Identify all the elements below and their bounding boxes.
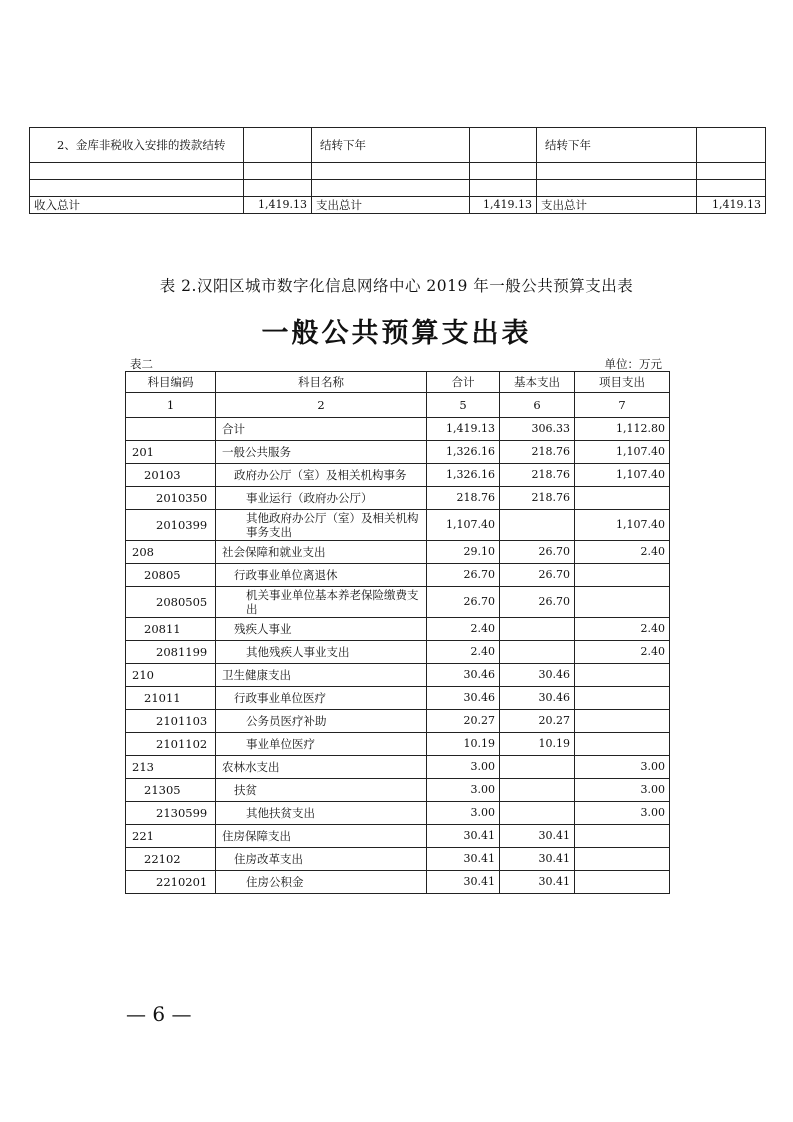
table-row: [126, 510, 670, 541]
table-cell: 收入总计: [30, 197, 244, 214]
table-caption: 表 2.汉阳区城市数字化信息网络中心 2019 年一般公共预算支出表: [159, 277, 634, 295]
table-cell: 1,419.13: [244, 197, 312, 214]
table-row: [126, 564, 670, 587]
cell-total: 26.70: [427, 564, 500, 587]
table-row: [126, 802, 670, 825]
table-cell: [697, 163, 766, 180]
table-cell: 2、金库非税收入安排的拨款结转: [30, 128, 244, 163]
cell-basic: 218.76: [500, 487, 575, 510]
cell-code: 20811: [126, 618, 216, 641]
carryover-table: [29, 127, 766, 214]
table-row: [126, 871, 670, 894]
table-row: [126, 710, 670, 733]
column-index: 1: [126, 393, 216, 418]
table-row: [126, 848, 670, 871]
cell-basic: [500, 641, 575, 664]
cell-total: 30.41: [427, 825, 500, 848]
cell-total: 1,326.16: [427, 441, 500, 464]
cell-total: 3.00: [427, 779, 500, 802]
cell-project: [575, 687, 670, 710]
cell-project: 1,107.40: [575, 464, 670, 487]
cell-name: 扶贫: [216, 779, 427, 802]
table-row: [30, 180, 766, 197]
cell-total: 1,326.16: [427, 464, 500, 487]
table-row: [30, 163, 766, 180]
cell-name: 其他扶贫支出: [216, 802, 427, 825]
cell-code: 2080505: [126, 587, 216, 618]
cell-total: 26.70: [427, 587, 500, 618]
table-row: [126, 687, 670, 710]
table-cell: 1,419.13: [470, 197, 537, 214]
table-header-row: [126, 372, 670, 393]
cell-code: 21305: [126, 779, 216, 802]
cell-code: 2010399: [126, 510, 216, 541]
table-cell: [537, 180, 697, 197]
table-cell: [244, 128, 312, 163]
cell-basic: 26.70: [500, 541, 575, 564]
cell-project: [575, 825, 670, 848]
cell-name: 住房保障支出: [216, 825, 427, 848]
cell-project: 2.40: [575, 641, 670, 664]
cell-basic: 30.41: [500, 825, 575, 848]
table-cell: [30, 180, 244, 197]
table-cell: [244, 163, 312, 180]
table-row: [126, 756, 670, 779]
cell-name: 其他残疾人事业支出: [216, 641, 427, 664]
cell-code: 2101102: [126, 733, 216, 756]
cell-total: 3.00: [427, 756, 500, 779]
cell-name: 行政事业单位医疗: [216, 687, 427, 710]
cell-basic: [500, 510, 575, 541]
cell-project: [575, 664, 670, 687]
table-row: [126, 664, 670, 687]
cell-project: 2.40: [575, 541, 670, 564]
cell-name: 住房公积金: [216, 871, 427, 894]
cell-project: [575, 587, 670, 618]
table-cell: [470, 180, 537, 197]
cell-code: 21011: [126, 687, 216, 710]
cell-total: 10.19: [427, 733, 500, 756]
cell-total: 20.27: [427, 710, 500, 733]
cell-project: [575, 848, 670, 871]
table-row: [126, 587, 670, 618]
column-index: 5: [427, 393, 500, 418]
cell-code: 2210201: [126, 871, 216, 894]
cell-basic: 20.27: [500, 710, 575, 733]
table-cell: 支出总计: [537, 197, 697, 214]
column-header: 合计: [427, 372, 500, 393]
cell-project: [575, 733, 670, 756]
cell-basic: 26.70: [500, 564, 575, 587]
cell-basic: [500, 618, 575, 641]
table-cell: 1,419.13: [697, 197, 766, 214]
cell-basic: 10.19: [500, 733, 575, 756]
cell-name: 事业单位医疗: [216, 733, 427, 756]
cell-project: 1,112.80: [575, 418, 670, 441]
cell-basic: [500, 756, 575, 779]
table-cell: [537, 163, 697, 180]
cell-project: 3.00: [575, 802, 670, 825]
cell-name: 住房改革支出: [216, 848, 427, 871]
cell-basic: [500, 779, 575, 802]
cell-project: 1,107.40: [575, 441, 670, 464]
cell-total: 1,419.13: [427, 418, 500, 441]
table-row: [126, 441, 670, 464]
cell-code: 22102: [126, 848, 216, 871]
page-number: — 6 —: [126, 1002, 192, 1026]
cell-basic: 30.46: [500, 687, 575, 710]
cell-total: 1,107.40: [427, 510, 500, 541]
cell-basic: 306.33: [500, 418, 575, 441]
table-row: [126, 618, 670, 641]
cell-code: 210: [126, 664, 216, 687]
table-row: [30, 128, 766, 163]
table-cell: [30, 163, 244, 180]
cell-code: [126, 418, 216, 441]
table-row: [126, 487, 670, 510]
table-number: 表二: [130, 357, 153, 371]
cell-total: 30.41: [427, 848, 500, 871]
cell-code: 208: [126, 541, 216, 564]
column-index: 2: [216, 393, 427, 418]
budget-table: [125, 371, 670, 894]
cell-name: 公务员医疗补助: [216, 710, 427, 733]
column-header: 科目编码: [126, 372, 216, 393]
table-row: [126, 825, 670, 848]
cell-name: 事业运行（政府办公厅）: [216, 487, 427, 510]
column-index: 7: [575, 393, 670, 418]
table-cell: [312, 180, 470, 197]
cell-code: 20805: [126, 564, 216, 587]
cell-code: 2081199: [126, 641, 216, 664]
cell-code: 221: [126, 825, 216, 848]
cell-project: 1,107.40: [575, 510, 670, 541]
cell-project: [575, 487, 670, 510]
table-cell: [470, 163, 537, 180]
cell-total: 218.76: [427, 487, 500, 510]
cell-code: 2130599: [126, 802, 216, 825]
cell-total: 3.00: [427, 802, 500, 825]
cell-basic: 30.46: [500, 664, 575, 687]
column-header: 基本支出: [500, 372, 575, 393]
cell-code: 2010350: [126, 487, 216, 510]
cell-name: 政府办公厅（室）及相关机构事务: [216, 464, 427, 487]
cell-project: 3.00: [575, 756, 670, 779]
cell-code: 2101103: [126, 710, 216, 733]
cell-project: [575, 564, 670, 587]
cell-code: 213: [126, 756, 216, 779]
table-cell: [470, 128, 537, 163]
cell-basic: 30.41: [500, 871, 575, 894]
cell-total: 30.41: [427, 871, 500, 894]
table-row: [126, 733, 670, 756]
table-row: [30, 197, 766, 214]
cell-name: 卫生健康支出: [216, 664, 427, 687]
cell-name: 残疾人事业: [216, 618, 427, 641]
table-row: [126, 641, 670, 664]
table-cell: 支出总计: [312, 197, 470, 214]
table-cell: [312, 163, 470, 180]
table-row: [126, 464, 670, 487]
table-cell: 结转下年: [537, 128, 697, 163]
cell-project: 3.00: [575, 779, 670, 802]
cell-basic: 218.76: [500, 441, 575, 464]
table-row: [126, 541, 670, 564]
column-header: 科目名称: [216, 372, 427, 393]
cell-name: 行政事业单位离退休: [216, 564, 427, 587]
column-index-row: [126, 393, 670, 418]
cell-project: [575, 710, 670, 733]
table-cell: [697, 128, 766, 163]
cell-total: 30.46: [427, 687, 500, 710]
cell-project: 2.40: [575, 618, 670, 641]
cell-name: 其他政府办公厅（室）及相关机构事务支出: [216, 510, 427, 541]
cell-name: 农林水支出: [216, 756, 427, 779]
cell-code: 20103: [126, 464, 216, 487]
cell-name: 合计: [216, 418, 427, 441]
cell-total: 30.46: [427, 664, 500, 687]
cell-basic: 218.76: [500, 464, 575, 487]
table-cell: [244, 180, 312, 197]
page-title: 一般公共预算支出表: [261, 318, 532, 349]
cell-basic: 30.41: [500, 848, 575, 871]
cell-basic: 26.70: [500, 587, 575, 618]
table-row: [126, 779, 670, 802]
cell-total: 2.40: [427, 641, 500, 664]
table-cell: 结转下年: [312, 128, 470, 163]
cell-name: 社会保障和就业支出: [216, 541, 427, 564]
cell-total: 2.40: [427, 618, 500, 641]
cell-code: 201: [126, 441, 216, 464]
cell-total: 29.10: [427, 541, 500, 564]
cell-project: [575, 871, 670, 894]
table-row: [126, 418, 670, 441]
column-header: 项目支出: [575, 372, 670, 393]
cell-basic: [500, 802, 575, 825]
unit-label: 单位：万元: [604, 357, 662, 371]
cell-name: 一般公共服务: [216, 441, 427, 464]
table-cell: [697, 180, 766, 197]
cell-name: 机关事业单位基本养老保险缴费支出: [216, 587, 427, 618]
column-index: 6: [500, 393, 575, 418]
